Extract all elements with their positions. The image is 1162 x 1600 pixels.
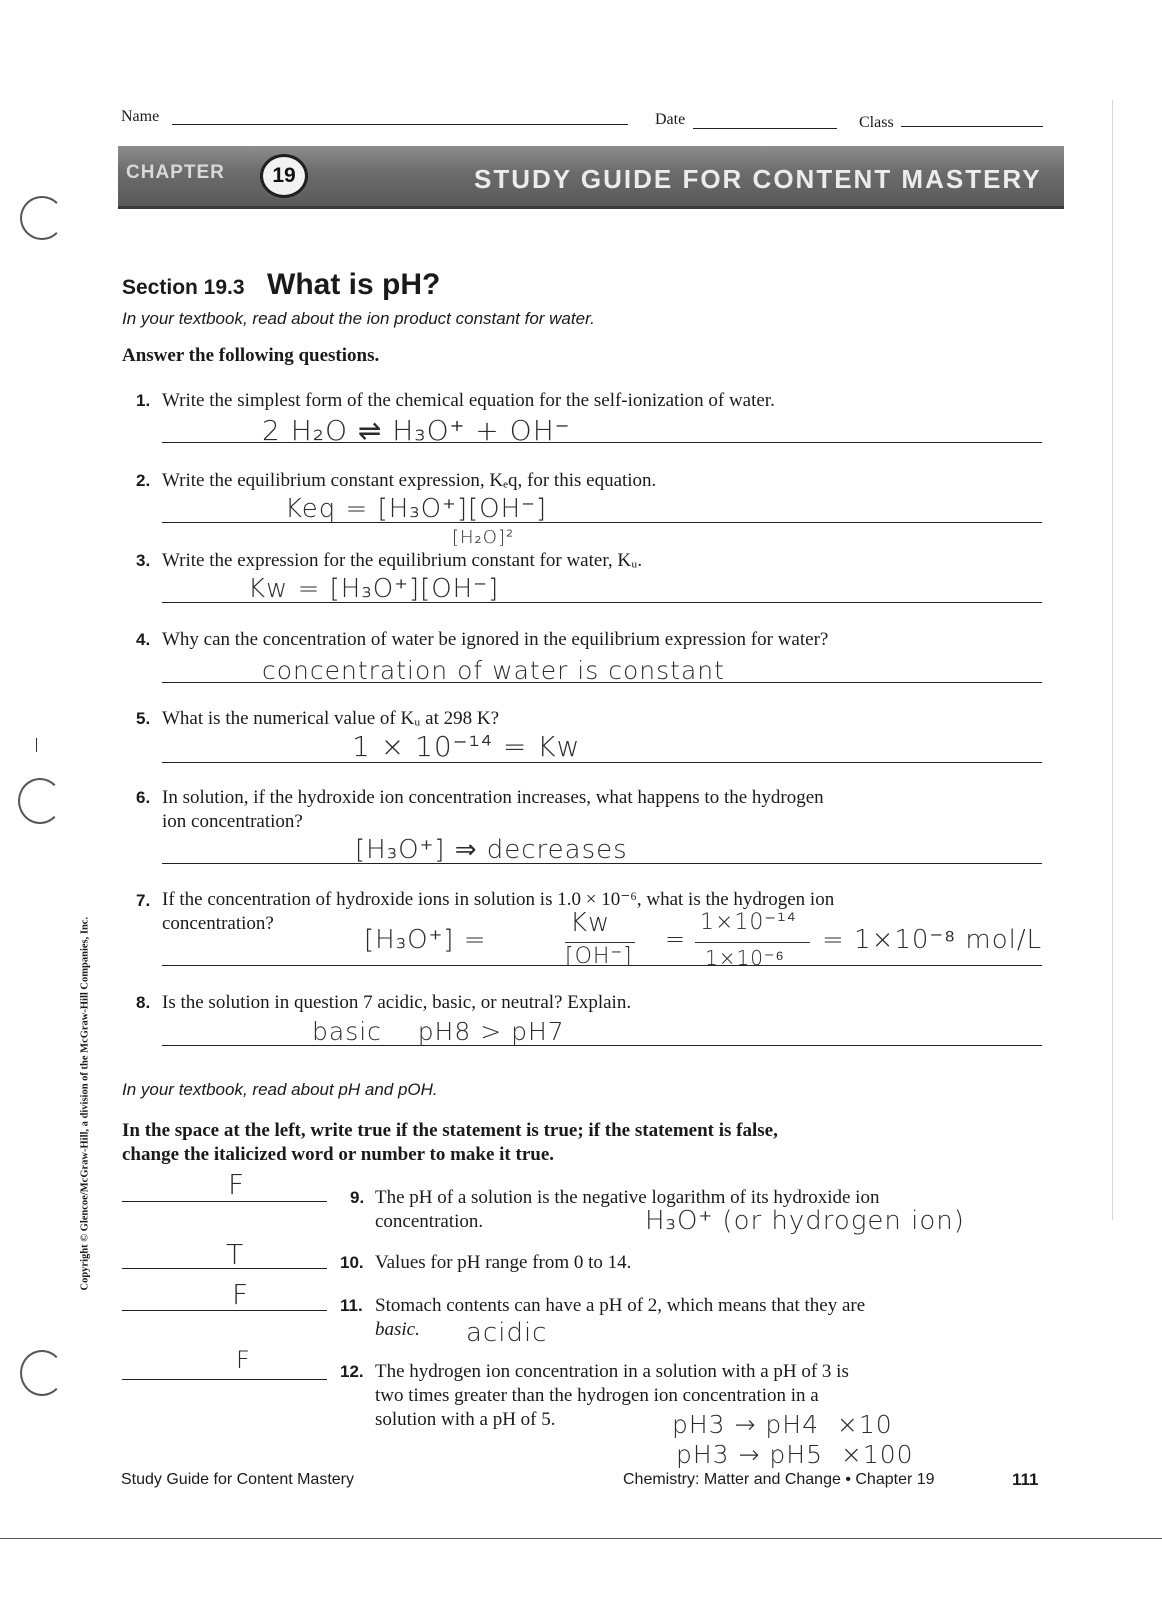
section-number: Section 19.3 xyxy=(122,276,245,299)
handwritten-correction: acidic xyxy=(466,1318,548,1348)
class-field[interactable] xyxy=(901,126,1043,127)
answer-line[interactable] xyxy=(162,1045,1042,1046)
copyright-notice: Copyright © Glencoe/McGraw-Hill, a division of the McGraw-Hill Companies, Inc. xyxy=(79,916,91,1291)
page-number: 111 xyxy=(1012,1470,1039,1489)
statement-text-continued: two times greater than the hydrogen ion concentration in a xyxy=(375,1385,819,1406)
chapter-label: CHAPTER xyxy=(126,162,225,183)
footer-left: Study Guide for Content Mastery xyxy=(121,1471,354,1488)
handwritten-blank: F xyxy=(232,1278,250,1311)
class-label: Class xyxy=(859,114,894,131)
statement-number: 12. xyxy=(340,1362,364,1381)
question-text: Write the expression for the equilibrium constant for water, Kᵤ. xyxy=(162,550,643,571)
question-number: 8. xyxy=(136,993,151,1012)
part2-instruction-line1: In the space at the left, write true if the statement is true; if the statement is false, xyxy=(122,1120,778,1141)
question-number: 6. xyxy=(136,788,151,807)
question-number: 4. xyxy=(136,630,151,649)
section-intro: In your textbook, read about the ion product constant for water. xyxy=(122,309,595,328)
handwritten-answer: 1 × 10⁻¹⁴ = Kw xyxy=(352,730,581,763)
question-number: 2. xyxy=(136,471,151,490)
question-text: In solution, if the hydroxide ion concentration increases, what happens to the hydrogen xyxy=(162,787,824,808)
part2-intro: In your textbook, read about pH and pOH. xyxy=(122,1080,438,1099)
question-text: If the concentration of hydroxide ions in solution is 1.0 × 10⁻⁶, what is the hydrogen ion xyxy=(162,889,835,910)
statement-text: The pH of a solution is the negative logarithm of its hydroxide ion xyxy=(375,1187,880,1208)
section-title: What is pH? xyxy=(267,268,441,301)
scan-mark xyxy=(36,738,37,752)
question-number: 5. xyxy=(136,709,151,728)
page-bottom-edge xyxy=(0,1538,1162,1539)
true-false-blank[interactable] xyxy=(122,1310,327,1311)
binder-hole-middle xyxy=(18,778,62,824)
name-field[interactable] xyxy=(172,124,628,125)
statement-text-continued: solution with a pH of 5. xyxy=(375,1409,556,1430)
handwritten-answer: [H₃O⁺] ⇒ decreases xyxy=(355,835,628,865)
handwritten-fraction-numerator: 1×10⁻¹⁴ xyxy=(700,910,797,935)
handwritten-lhs: [H₃O⁺] = xyxy=(364,925,487,955)
question-text: Why can the concentration of water be ignored in the equilibrium expression for water? xyxy=(162,629,829,650)
handwritten-blank: F xyxy=(228,1168,246,1201)
date-field[interactable] xyxy=(693,128,837,129)
handwritten-answer: Kw = [H₃O⁺][OH⁻] xyxy=(248,574,500,604)
statement-text-continued: basic. xyxy=(375,1319,420,1340)
handwritten-correction: pH3 → pH5 ×100 xyxy=(676,1440,914,1469)
question-number: 1. xyxy=(136,391,151,410)
footer-right: Chemistry: Matter and Change • Chapter 19 xyxy=(623,1471,935,1488)
handwritten-result: = 1×10⁻⁸ mol/L xyxy=(822,925,1043,955)
handwritten-answer: basic pH8 > pH7 xyxy=(312,1017,565,1046)
statement-number: 10. xyxy=(340,1253,364,1272)
question-text: Write the simplest form of the chemical equation for the self-ionization of water. xyxy=(162,390,775,411)
question-text-continued: concentration? xyxy=(162,913,274,934)
question-text-continued: ion concentration? xyxy=(162,811,303,832)
handwritten-equals: = xyxy=(665,925,687,953)
instruction: Answer the following questions. xyxy=(122,345,380,366)
banner-title: STUDY GUIDE FOR CONTENT MASTERY xyxy=(474,164,1042,194)
question-number: 7. xyxy=(136,891,151,910)
chapter-number-badge: 19 xyxy=(260,154,308,198)
handwritten-correction: H₃O⁺ (or hydrogen ion) xyxy=(645,1206,965,1236)
statement-text: The hydrogen ion concentration in a solution with a pH of 3 is xyxy=(375,1361,849,1382)
handwritten-correction: pH3 → pH4 ×10 xyxy=(672,1410,893,1439)
statement-text: Stomach contents can have a pH of 2, which means that they are xyxy=(375,1295,866,1316)
question-text: Write the equilibrium constant expression, Kₑq, for this equation. xyxy=(162,470,657,491)
fraction-bar xyxy=(565,942,635,943)
question-text: What is the numerical value of Kᵤ at 298 K? xyxy=(162,708,500,729)
date-label: Date xyxy=(655,111,686,128)
handwritten-fraction-denominator: [OH⁻] xyxy=(565,944,633,969)
name-label: Name xyxy=(121,108,160,125)
question-text: Is the solution in question 7 acidic, basic, or neutral? Explain. xyxy=(162,992,632,1013)
chapter-banner xyxy=(118,146,1064,209)
true-false-blank[interactable] xyxy=(122,1268,327,1269)
statement-text-continued: concentration. xyxy=(375,1211,484,1232)
statement-text: Values for pH range from 0 to 14. xyxy=(375,1252,632,1273)
handwritten-answer: Keq = [H₃O⁺][OH⁻] xyxy=(285,494,548,524)
true-false-blank[interactable] xyxy=(122,1379,327,1380)
handwritten-blank: T xyxy=(226,1238,245,1271)
part2-instruction-line2: change the italicized word or number to make it true. xyxy=(122,1144,555,1165)
handwritten-fraction-denominator: 1×10⁻⁶ xyxy=(705,946,785,970)
answer-line[interactable] xyxy=(162,762,1042,763)
fraction-bar xyxy=(695,942,810,943)
handwritten-answer: 2 H₂O ⇌ H₃O⁺ + OH⁻ xyxy=(262,414,571,447)
true-false-blank[interactable] xyxy=(122,1201,327,1202)
question-number: 3. xyxy=(136,551,151,570)
handwritten-answer: concentration of water is constant xyxy=(262,656,725,685)
handwritten-fraction-numerator: Kw xyxy=(570,908,611,938)
scan-edge xyxy=(1112,100,1113,1220)
handwritten-denominator: [H₂O]² xyxy=(452,527,515,548)
statement-number: 11. xyxy=(340,1296,363,1315)
statement-number: 9. xyxy=(350,1188,365,1207)
handwritten-blank: F xyxy=(236,1346,251,1374)
binder-hole-top xyxy=(20,196,64,240)
binder-hole-bottom xyxy=(20,1350,64,1396)
